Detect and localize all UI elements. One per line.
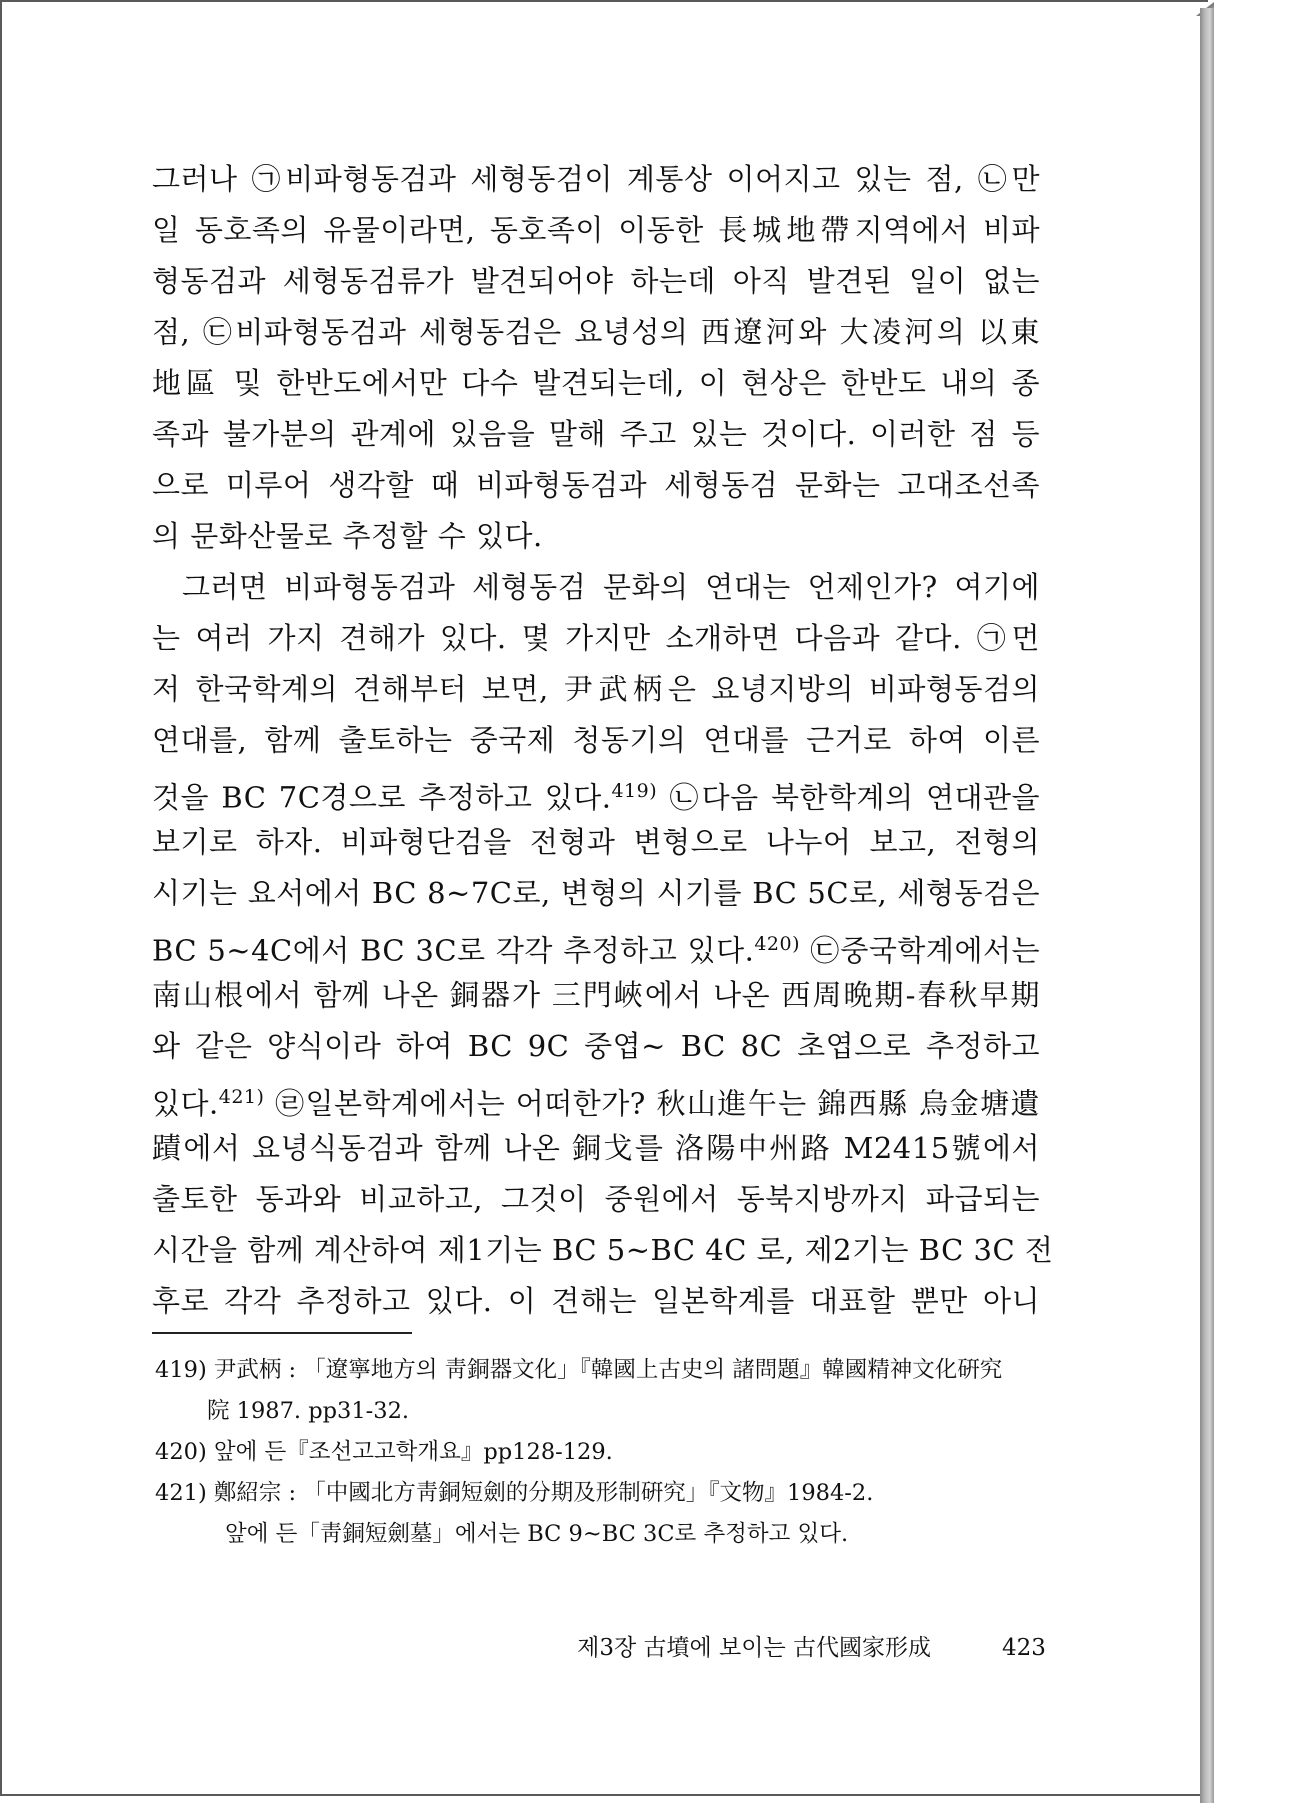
footnote-divider: [152, 1332, 412, 1334]
text-line: 蹟에서 요녕식동검과 함께 나온 銅戈를 洛陽中州路 M2415號에서: [152, 1131, 1040, 1165]
text-segment: 것을 BC 7C경으로 추정하고 있다.: [152, 780, 612, 815]
text-segment: ㉣일본학계에서는 어떠한가? 秋山進午는 錦西縣 烏金塘遺: [264, 1086, 1040, 1121]
text-line: 는 여러 가지 견해가 있다. 몇 가지만 소개하면 다음과 같다. ㉠먼: [152, 621, 1040, 655]
text-line: 으로 미루어 생각할 때 비파형동검과 세형동검 문화는 고대조선족: [152, 468, 1040, 502]
text-segment: BC 5~4C에서 BC 3C로 각각 추정하고 있다.: [152, 933, 755, 968]
text-line: 형동검과 세형동검류가 발견되어야 하는데 아직 발견된 일이 없는: [152, 264, 1040, 298]
text-line: 연대를, 함께 출토하는 중국제 청동기의 연대를 근거로 하여 이른: [152, 723, 1040, 757]
text-line: 와 같은 양식이라 하여 BC 9C 중엽~ BC 8C 초엽으로 추정하고: [152, 1029, 1040, 1063]
page-number: 423: [1002, 1635, 1046, 1661]
text-line-with-footnote: [152, 1072, 1040, 1123]
text-line: 그러나 ㉠비파형동검과 세형동검이 계통상 이어지고 있는 점, ㉡만: [152, 162, 1040, 196]
footnote-ref-419: 419): [611, 780, 658, 802]
footnote-421-continued: 앞에 든「靑銅短劍墓」에서는 BC 9~BC 3C로 추정하고 있다.: [225, 1521, 849, 1547]
text-segment: ㉢중국학계에서는: [800, 933, 1040, 968]
text-line: 저 한국학계의 견해부터 보면, 尹武柄은 요녕지방의 비파형동검의: [152, 672, 1040, 706]
running-footer: 제3장 古墳에 보이는 古代國家形成: [577, 1635, 931, 1661]
text-line: 그러면 비파형동검과 세형동검 문화의 연대는 언제인가? 여기에: [182, 570, 1040, 604]
text-segment: ㉡다음 북한학계의 연대관을: [657, 780, 1040, 815]
text-line-with-footnote: [152, 766, 1040, 817]
text-line: 족과 불가분의 관계에 있음을 말해 주고 있는 것이다. 이러한 점 등: [152, 417, 1040, 451]
text-line: 출토한 동과와 비교하고, 그것이 중원에서 동북지방까지 파급되는: [152, 1182, 1040, 1216]
footnotes: [155, 1350, 1040, 1555]
page-edge-shadow: [1200, 8, 1214, 1803]
text-line: 의 문화산물로 추정할 수 있다.: [152, 519, 543, 553]
footnote-ref-421: 421): [218, 1086, 265, 1108]
body-text: [152, 154, 1054, 1327]
footnote-420: 420) 앞에 든『조선고고학개요』pp128-129.: [155, 1439, 613, 1465]
text-line: 일 동호족의 유물이라면, 동호족이 이동한 長城地帶지역에서 비파: [152, 213, 1040, 247]
text-line: 시기는 요서에서 BC 8~7C로, 변형의 시기를 BC 5C로, 세형동검은: [152, 876, 1040, 910]
footnote-419-continued: 院 1987. pp31-32.: [207, 1398, 410, 1424]
text-line: 보기로 하자. 비파형단검을 전형과 변형으로 나누어 보고, 전형의: [152, 825, 1040, 859]
text-line: 地區 및 한반도에서만 다수 발견되는데, 이 현상은 한반도 내의 종: [152, 366, 1040, 400]
footnote-419: 419) 尹武柄 : 「遼寧地方의 靑銅器文化」『韓國上古史의 諸問題』韓國精神文化硏究: [155, 1357, 1003, 1383]
text-segment: 있다.: [152, 1086, 219, 1121]
text-line: 후로 각각 추정하고 있다. 이 견해는 일본학계를 대표할 뿐만 아니: [152, 1284, 1040, 1318]
text-line: 시간을 함께 계산하여 제1기는 BC 5~BC 4C 로, 제2기는 BC 3C 전: [152, 1233, 1054, 1267]
text-line: 점, ㉢비파형동검과 세형동검은 요녕성의 西遼河와 大凌河의 以東: [152, 315, 1040, 349]
footnote-ref-420: 420): [754, 933, 800, 955]
footnote-421: 421) 鄭紹宗 : 「中國北方靑銅短劍的分期及形制硏究」『文物』1984-2.: [155, 1480, 874, 1506]
text-line-with-footnote: [152, 919, 1040, 970]
text-line: 南山根에서 함께 나온 銅器가 三門峽에서 나온 西周晩期-春秋早期: [152, 978, 1040, 1012]
